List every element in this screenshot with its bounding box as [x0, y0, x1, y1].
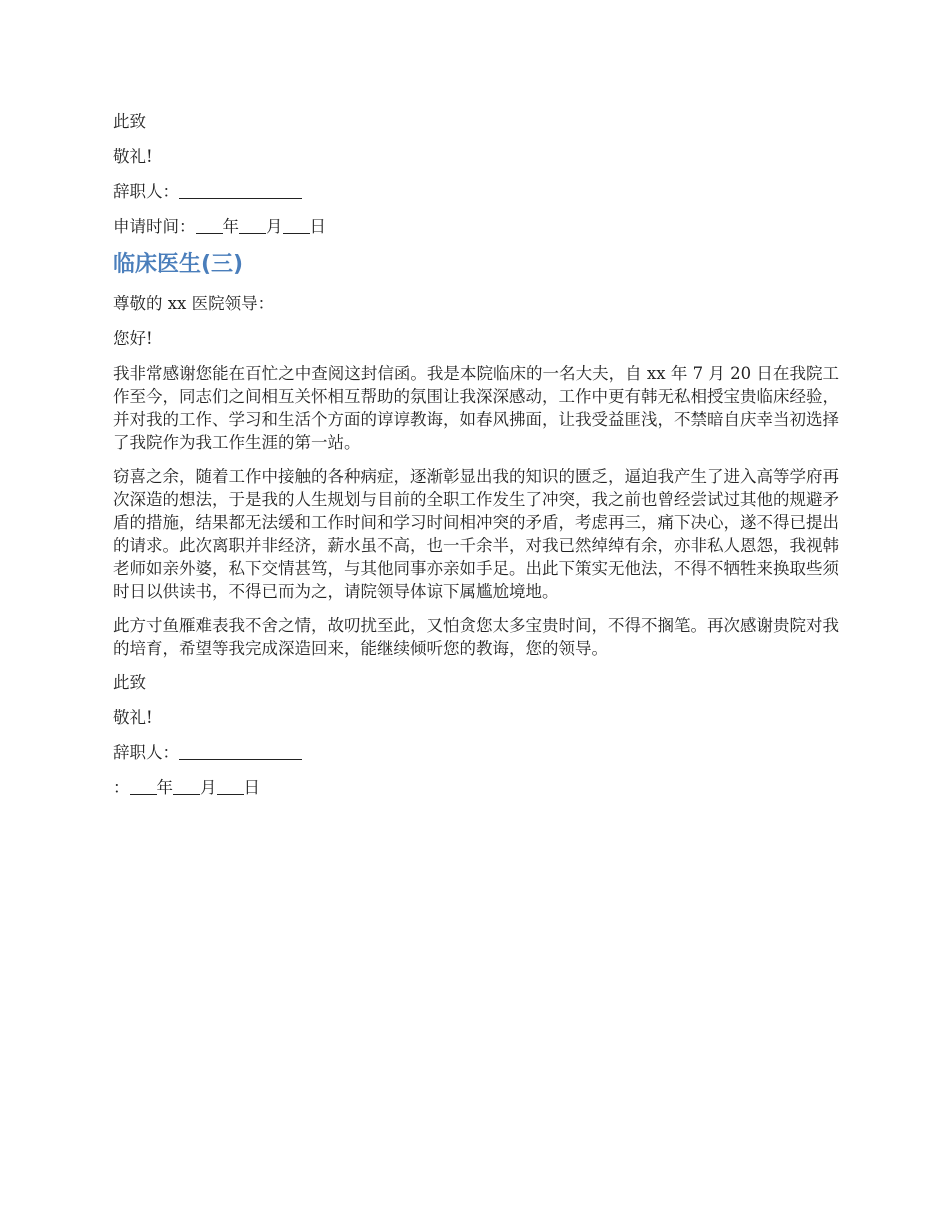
closing-text: 此致: [113, 673, 146, 692]
closing-text: 此致: [113, 112, 146, 131]
day-blank: [283, 217, 310, 234]
date-line: [113, 215, 839, 239]
month-blank: [173, 778, 200, 795]
month-label: 月: [200, 778, 217, 797]
salute-text: 敬礼!: [113, 147, 153, 166]
signer-label: 辞职人：: [113, 182, 179, 201]
day-blank: [217, 778, 244, 795]
month-label: 月: [266, 217, 283, 236]
signer-blank: [179, 743, 302, 760]
signer-blank: [179, 182, 302, 199]
date-label: ：: [113, 778, 130, 797]
year-label: 年: [156, 778, 173, 797]
salute-text: 敬礼!: [113, 708, 153, 727]
day-label: 日: [243, 778, 260, 797]
section-title: 临床医生(三): [113, 252, 244, 277]
body-paragraph: 窃喜之余，随着工作中接触的各种病症，逐渐彰显出我的知识的匮乏，逼迫我产生了进入高等学府再次深造的想法，于是我的人生规划与目前的全职工作发生了冲突，我之前也曾经尝试过其他的规避矛盾的措施，结果都无法缓和工作时间和学习时间相冲突的矛盾，考虑再三，痛下决心，遂不得已提出的请求。此次离职并非经济，薪水虽不高，也一千余半，对我已然绰绰有余，亦非私人恩怨，我视韩老师如亲外婆，私下交情甚笃，与其他同事亦亲如手足。出此下策实无他法，不得不牺牲来换取些须时日以供读书，不得已而为之，请院领导体谅下属尴尬境地。: [113, 467, 839, 601]
body-paragraph: 我非常感谢您能在百忙之中查阅这封信函。我是本院临床的一名大夫，自 xx 年 7 月 20 日在我院工作至今，同志们之间相互关怀相互帮助的氛围让我深深感动，工作中更有韩无私相授宝贵临床经验，并对我的工作、学习和生活个方面的谆谆教诲，如春风拂面，让我受益匪浅，不禁暗自庆幸当初选择了我院作为我工作生涯的第一站。: [113, 364, 839, 452]
body-paragraph: 此方寸鱼雁难表我不舍之情，故叨扰至此，又怕贪您太多宝贵时间，不得不搁笔。再次感谢贵院对我的培育，希望等我完成深造回来，能继续倾听您的教诲，您的领导。: [113, 616, 839, 658]
hello-text: 您好!: [113, 329, 153, 348]
date-line: [113, 776, 839, 800]
day-label: 日: [309, 217, 326, 236]
document-page: [113, 110, 839, 811]
year-blank: [130, 778, 157, 795]
year-blank: [196, 217, 223, 234]
signer-line: [113, 180, 839, 204]
greeting-text: 尊敬的 xx 医院领导：: [113, 294, 275, 313]
signer-line: [113, 741, 839, 765]
date-label: 申请时间：: [113, 217, 196, 236]
month-blank: [239, 217, 266, 234]
signer-label: 辞职人：: [113, 743, 179, 762]
year-label: 年: [222, 217, 239, 236]
